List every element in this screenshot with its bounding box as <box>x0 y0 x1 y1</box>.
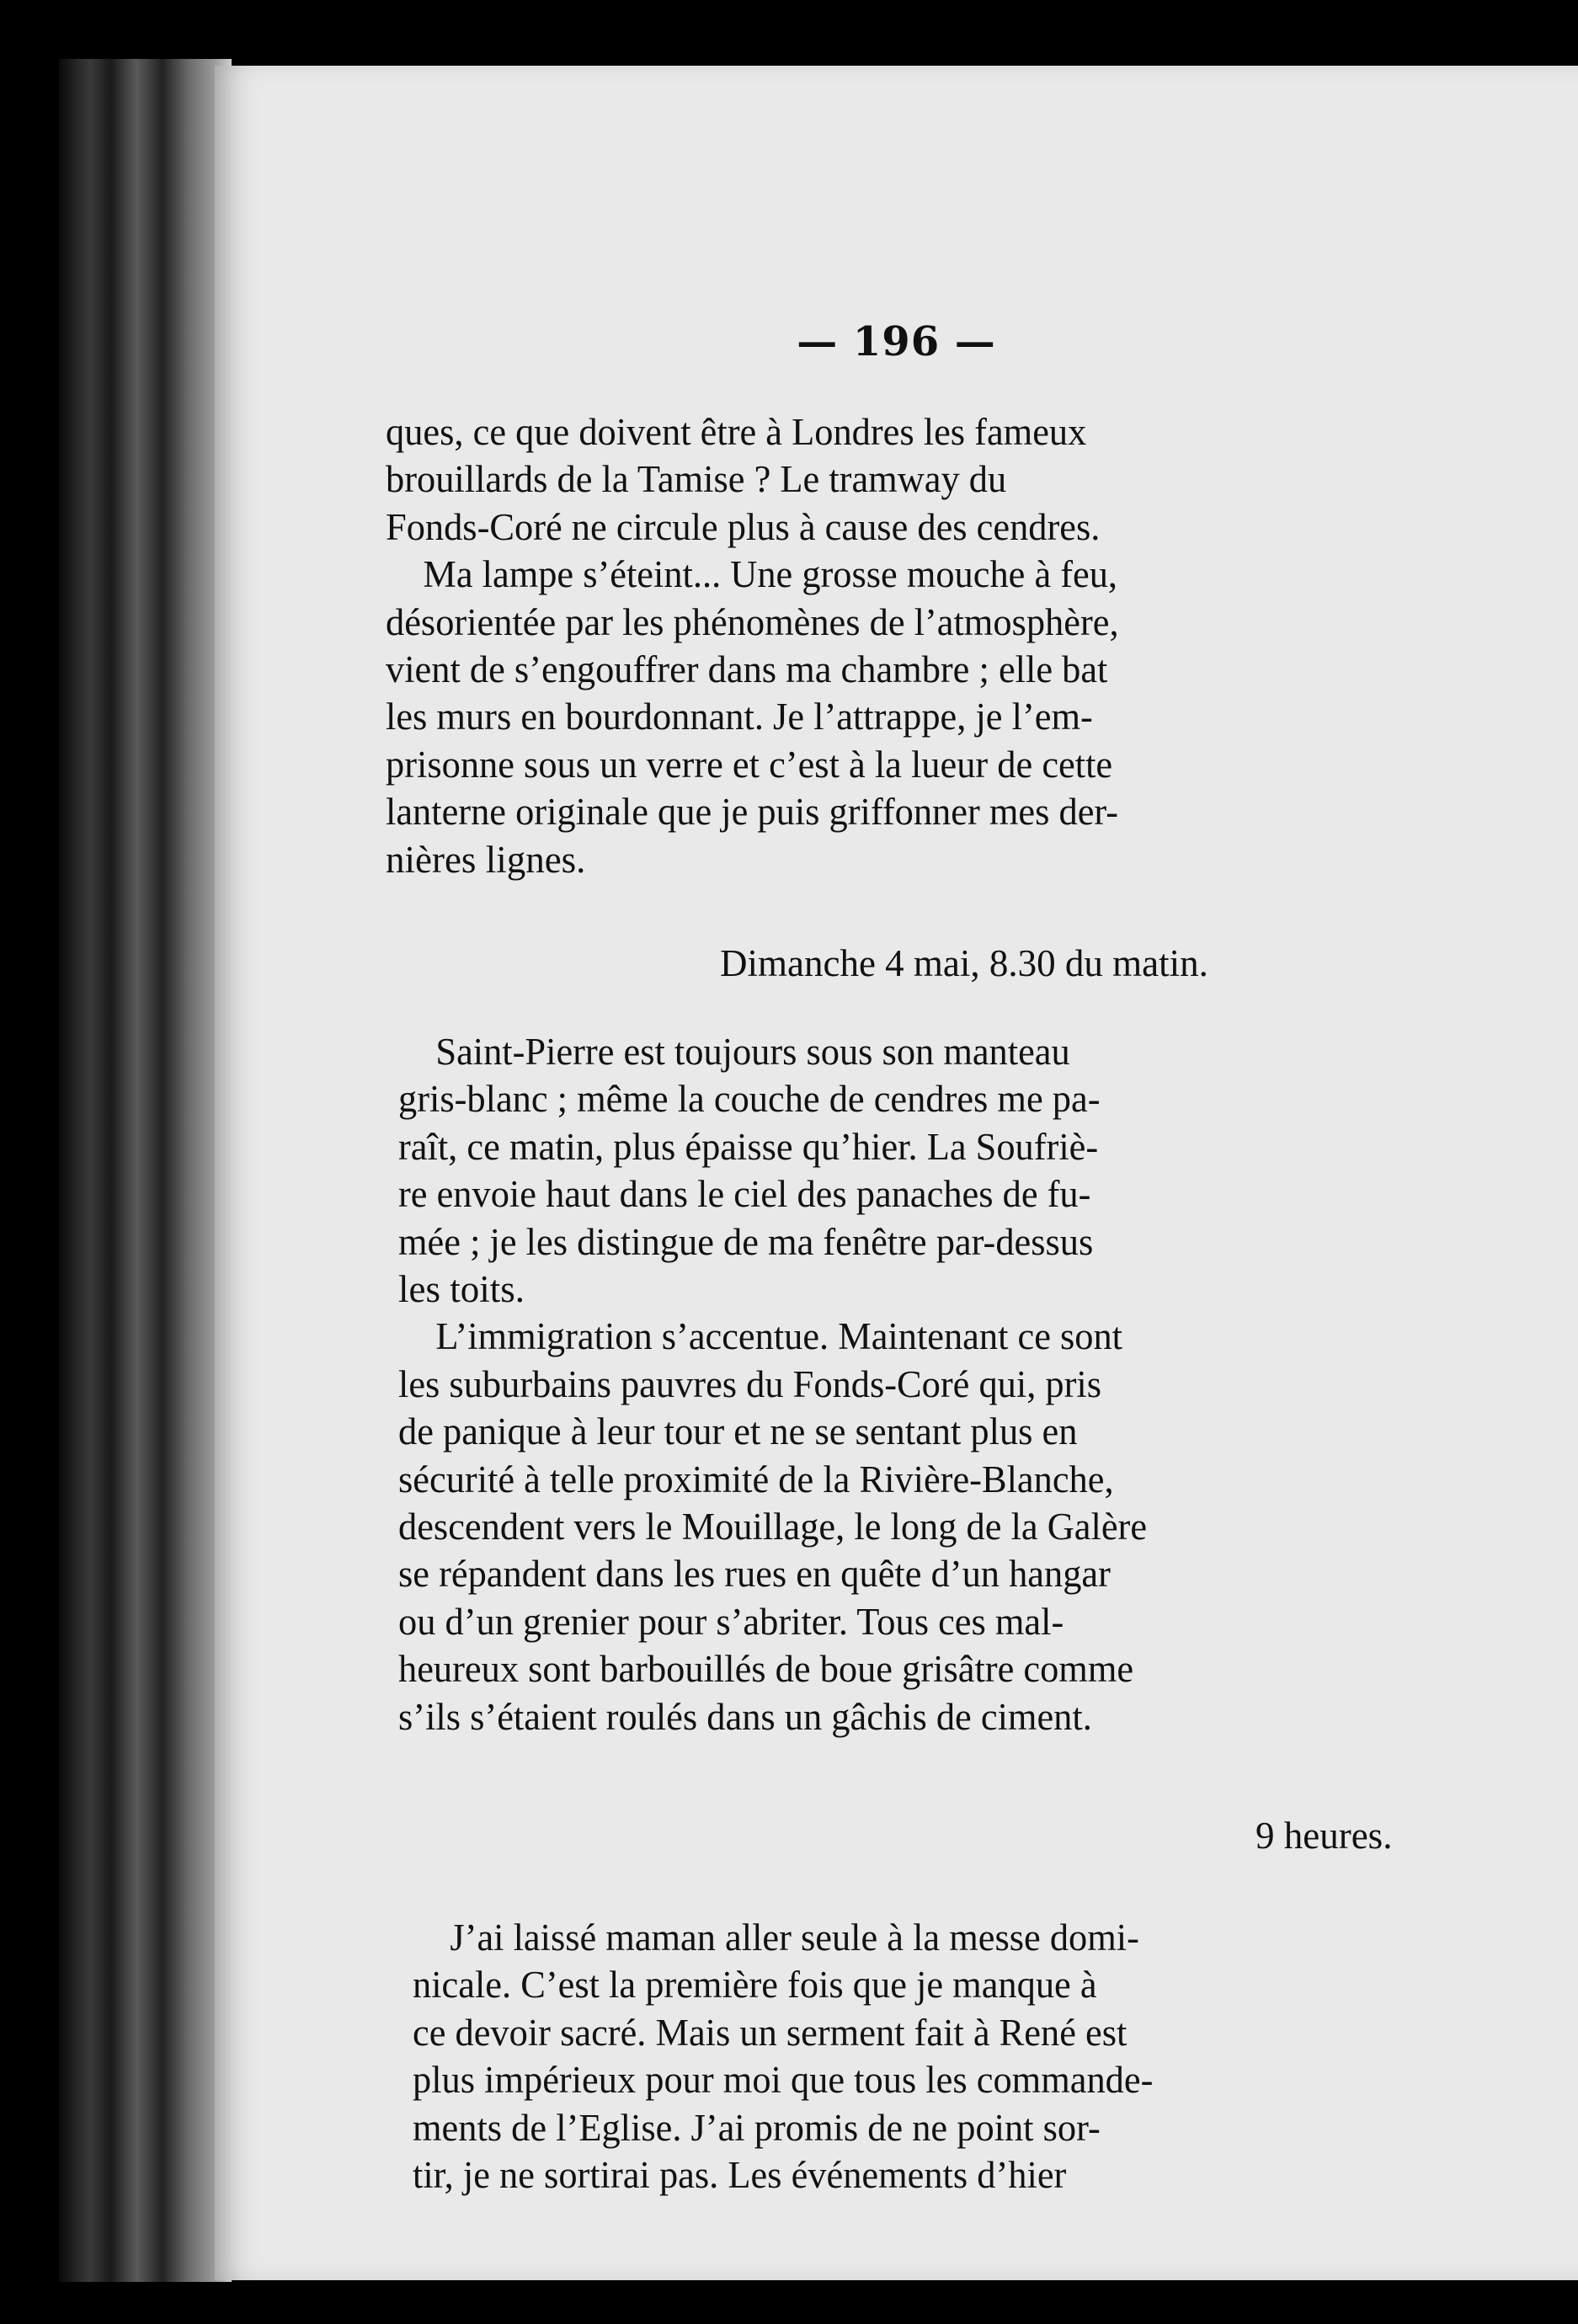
text-line: gris-blanc ; même la couche de cendres me pa- <box>398 1078 1101 1121</box>
text-line: plus impérieux pour moi que tous les commande- <box>413 2059 1154 2102</box>
text-line: de panique à leur tour et ne se sentant plus en <box>398 1410 1078 1453</box>
text-line: L’immigration s’accentue. Maintenant ce sont <box>435 1315 1123 1358</box>
text-line: descendent vers le Mouillage, le long de la Galère <box>398 1506 1148 1548</box>
text-line: Fonds-Coré ne circule plus à cause des cendres. <box>386 505 1101 548</box>
text-line: sécurité à telle proximité de la Rivière-Blanche, <box>398 1458 1114 1500</box>
paragraph-block-2 <box>398 1028 1578 1740</box>
text-line: se répandent dans les rues en quête d’un hangar <box>398 1553 1111 1596</box>
text-line: brouillards de la Tamise ? Le tramway du <box>386 458 1007 501</box>
text-line: ce devoir sacré. Mais un serment fait à René est <box>413 2011 1128 2054</box>
text-line: tir, je ne sortirai pas. Les événements d’hier <box>413 2154 1067 2197</box>
text-line: vient de s’engouffrer dans ma chambre ; elle bat <box>386 648 1108 691</box>
text-line: Saint-Pierre est toujours sous son manteau <box>435 1031 1070 1073</box>
text-line: J’ai laissé maman aller seule à la messe domi- <box>450 1916 1139 1959</box>
book-page <box>215 66 1578 2280</box>
text-line: les murs en bourdonnant. Je l’attrappe, je l’em- <box>386 696 1093 738</box>
text-line: prisonne sous un verre et c’est à la lueur de cette <box>386 743 1113 786</box>
text-line: les suburbains pauvres du Fonds-Coré qui, pris <box>398 1362 1102 1405</box>
text-line: nicale. C’est la première fois que je manque à <box>413 1964 1097 2007</box>
text-line: s’ils s’étaient roulés dans un gâchis de ciment. <box>398 1695 1092 1738</box>
text-line: désorientée par les phénomènes de l’atmosphère, <box>386 600 1119 643</box>
page-number: — 196 — <box>797 318 996 365</box>
paragraph-block-3 <box>413 1914 1578 2199</box>
text-line: mée ; je les distingue de ma fenêtre par-dessus <box>398 1220 1094 1263</box>
text-line: ou d’un grenier pour s’abriter. Tous ces mal- <box>398 1600 1064 1643</box>
text-line: nières lignes. <box>386 838 586 881</box>
text-line: lanterne originale que je puis griffonner mes der- <box>386 791 1119 834</box>
text-line: Ma lampe s’éteint... Une grosse mouche à feu, <box>423 553 1118 596</box>
text-line: re envoie haut dans le ciel des panaches de fu- <box>398 1173 1091 1216</box>
text-line: ments de l’Eglise. J’ai promis de ne point sor- <box>413 2106 1101 2149</box>
dateline-sunday: Dimanche 4 mai, 8.30 du matin. <box>720 942 1208 984</box>
book-binding-shadow <box>59 59 232 2282</box>
dateline-nine-oclock: 9 heures. <box>1255 1815 1393 1857</box>
text-line: ques, ce que doivent être à Londres les fameux <box>386 411 1087 453</box>
text-line: heureux sont barbouillés de boue grisâtre comme <box>398 1648 1134 1691</box>
paragraph-block-1 <box>386 408 1578 883</box>
text-line: raît, ce matin, plus épaisse qu’hier. La Soufriè- <box>398 1125 1099 1168</box>
text-line: les toits. <box>398 1268 525 1311</box>
